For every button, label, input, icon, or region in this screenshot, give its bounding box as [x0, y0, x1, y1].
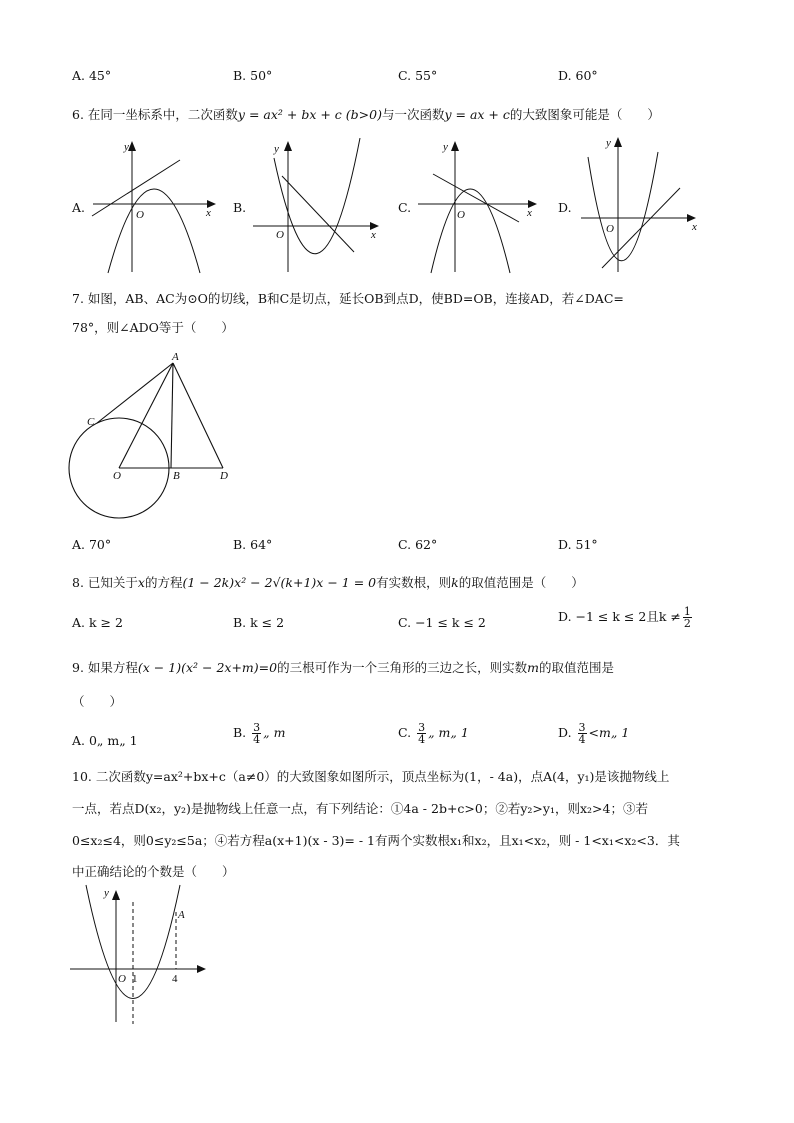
- q10-tick-1: 1: [132, 973, 138, 985]
- q6-graph-c: [415, 138, 545, 276]
- q7-stem-line-2: 78°，则∠ADO等于（ ）: [72, 320, 234, 335]
- q9-option-d-fraction: [578, 722, 587, 745]
- q10-stem-line-4: 中正确结论的个数是（ ）: [72, 864, 235, 879]
- q6-label-d: D.: [558, 200, 572, 215]
- q7-option-a: A. 70°: [72, 537, 112, 552]
- q6-formula-quadratic: y = ax² + bx + c (b>0): [237, 107, 382, 122]
- q6-c-y-label: y: [443, 141, 448, 153]
- q9-option-c: [398, 722, 469, 745]
- q9-option-b-fraction: [252, 722, 261, 745]
- q9-b-frac-den: 4: [253, 733, 261, 746]
- q6-a-origin-label: O: [136, 209, 144, 221]
- q7-label-b: B: [173, 470, 180, 482]
- q8-stem-text-1: 8. 已知关于: [72, 575, 138, 590]
- q8-option-d-text: D. −1 ≤ k ≤ 2且k ≠: [558, 609, 681, 624]
- q6-d-x-label: x: [692, 221, 697, 233]
- q7-option-c: C. 62°: [398, 537, 438, 552]
- q7-label-a: A: [172, 351, 179, 363]
- q6-b-origin-label: O: [276, 229, 284, 241]
- q9-option-c-text: „ m„ 1: [428, 725, 469, 740]
- q7-label-c: C: [87, 416, 95, 428]
- q8-stem-text-3: 有实数根，则: [376, 575, 452, 590]
- q9-stem: [72, 658, 614, 676]
- q9-option-c-fraction: [417, 722, 426, 745]
- q6-label-c: C.: [398, 200, 412, 215]
- q9-stem-text-2: 的三根可作为一个三角形的三边之长，则实数: [277, 660, 528, 675]
- q9-answer-paren: （ ）: [72, 694, 123, 709]
- q8-option-a: A. k ≥ 2: [72, 615, 123, 630]
- q8-stem-text-4: 的取值范围是（ ）: [458, 575, 584, 590]
- q10-stem-line-1: 10. 二次函数y=ax²+bx+c（a≠0）的大致图象如图所示，顶点坐标为(1，- 4a)，点A(4，y₁)是该抛物线上: [72, 769, 670, 784]
- q9-d-frac-den: 4: [578, 733, 586, 746]
- q9-option-b: [233, 722, 285, 745]
- q7-stem-line-1: 7. 如图，AB、AC为⊙O的切线，B和C是切点，延长OB到点D，使BD=OB，连接AD，若∠DAC=: [72, 291, 624, 306]
- q8-stem-text-2: 的方程: [144, 575, 183, 590]
- q6-formula-linear: y = ax + c: [444, 107, 510, 122]
- q9-var-m: m: [527, 660, 539, 675]
- q9-c-frac-den: 4: [418, 733, 426, 746]
- q6-stem-text-2: 与一次函数: [381, 107, 445, 122]
- q5-option-a: A. 45°: [72, 68, 112, 83]
- q9-stem-text-1: 9. 如果方程: [72, 660, 138, 675]
- q6-stem: [72, 105, 660, 123]
- q6-d-y-label: y: [606, 137, 611, 149]
- q6-stem-text-1: 6. 在同一坐标系中，二次函数: [72, 107, 238, 122]
- q8-frac-den: 2: [683, 617, 691, 630]
- q7-label-o: O: [113, 470, 121, 482]
- q10-y-label: y: [104, 887, 109, 899]
- q9-option-d-label: D.: [558, 725, 572, 740]
- q10-stem-line-2: 一点，若点D(x₂，y₂)是抛物线上任意一点，有下列结论：①4a - 2b+c>0；②若y₂>y₁，则x₂>4；③若: [72, 801, 648, 816]
- q9-equation: (x − 1)(x² − 2x+m)=0: [137, 660, 278, 675]
- q6-graph-d: [578, 132, 708, 276]
- q7-label-d: D: [220, 470, 228, 482]
- q6-a-x-label: x: [206, 207, 211, 219]
- q9-option-d-text: <m„ 1: [588, 725, 630, 740]
- q9-option-b-label: B.: [233, 725, 247, 740]
- q7-option-d: D. 51°: [558, 537, 598, 552]
- q6-b-y-label: y: [274, 143, 279, 155]
- q5-option-b: B. 50°: [233, 68, 273, 83]
- q6-b-x-label: x: [371, 229, 376, 241]
- q5-option-d: D. 60°: [558, 68, 598, 83]
- q6-a-y-label: y: [124, 141, 129, 153]
- q9-c-frac-num: 3: [418, 721, 426, 734]
- q9-option-a: A. 0„ m„ 1: [72, 733, 138, 748]
- q6-c-origin-label: O: [457, 209, 465, 221]
- q9-d-frac-num: 3: [578, 721, 586, 734]
- q8-var-k: k: [451, 575, 459, 590]
- q6-label-b: B.: [233, 200, 247, 215]
- q6-graph-a: [90, 138, 220, 276]
- q7-option-b: B. 64°: [233, 537, 273, 552]
- q8-stem: [72, 573, 584, 591]
- q9-b-frac-num: 3: [253, 721, 261, 734]
- q9-stem-text-3: 的取值范围是: [538, 660, 614, 675]
- q8-equation: (1 − 2k)x² − 2√(k+1)x − 1 = 0: [182, 575, 377, 590]
- q6-stem-text-3: 的大致图象可能是（ ）: [509, 107, 660, 122]
- q9-option-b-text: „ m: [263, 725, 286, 740]
- q6-graph-b: [250, 138, 385, 276]
- q7-figure: [65, 345, 245, 525]
- q10-point-a-label: A: [178, 909, 185, 921]
- q8-option-c: C. −1 ≤ k ≤ 2: [398, 615, 486, 630]
- q10-figure: [66, 882, 216, 1027]
- q8-frac-num: 1: [683, 605, 691, 618]
- q10-stem-line-3: 0≤x₂≤4，则0≤y₂≤5a；④若方程a(x+1)(x - 3)= - 1有两个实数根x₁和x₂，且x₁<x₂，则 - 1<x₁<x₂<3．其: [72, 833, 680, 848]
- q10-origin-label: O: [118, 973, 126, 985]
- q6-c-x-label: x: [527, 207, 532, 219]
- q8-var-x: x: [137, 575, 145, 590]
- q6-d-origin-label: O: [606, 223, 614, 235]
- q5-option-c: C. 55°: [398, 68, 438, 83]
- q8-option-d: [558, 606, 694, 629]
- q8-option-b: B. k ≤ 2: [233, 615, 285, 630]
- q9-option-c-label: C.: [398, 725, 412, 740]
- q6-label-a: A.: [72, 200, 86, 215]
- q10-tick-4: 4: [172, 973, 178, 985]
- q8-option-d-fraction: [683, 606, 692, 629]
- q9-option-d: [558, 722, 629, 745]
